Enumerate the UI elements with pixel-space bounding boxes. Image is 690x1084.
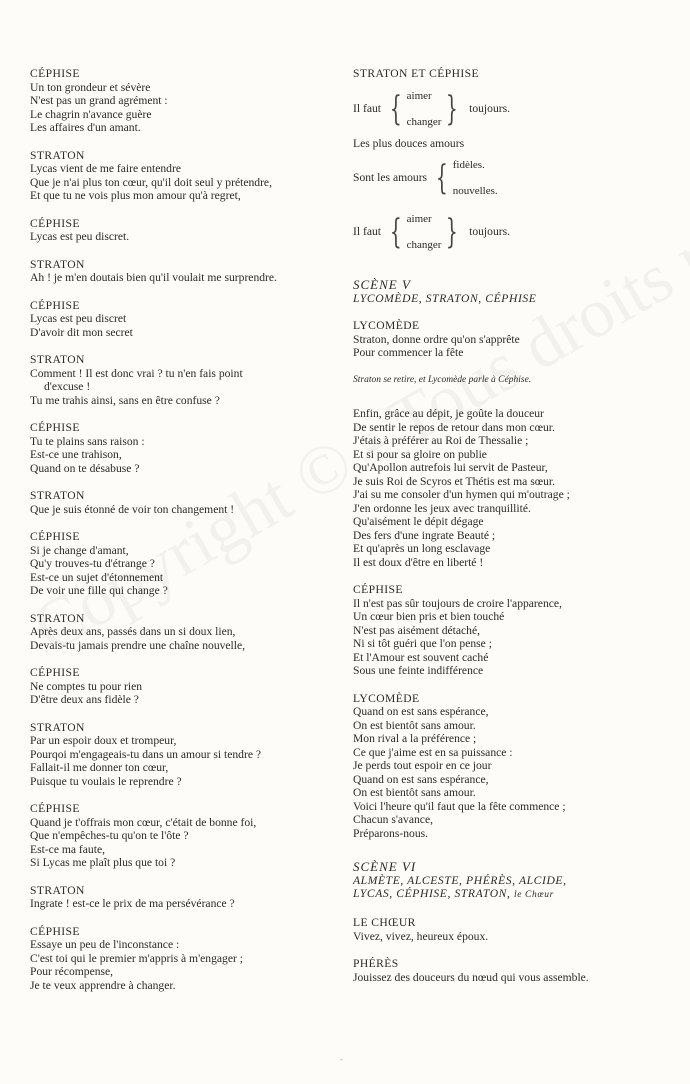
verse-line: Quand on est sans espérance, — [353, 772, 489, 786]
speaker-name: STRATON — [30, 611, 85, 625]
speaker-name: LYCOMÈDE — [353, 691, 420, 705]
right-column — [353, 67, 683, 998]
verse-line: Un cœur bien pris et bien touché — [353, 610, 505, 623]
verse-line: Quand je t'offrais mon cœur, c'était de bonne foi, — [30, 815, 257, 829]
brace-option: aimer — [406, 89, 432, 102]
speech-block — [30, 884, 342, 911]
brace-tail: toujours. — [469, 225, 511, 239]
scene-cast: LYCOMÈDE, STRATON, CÉPHISE — [353, 292, 537, 305]
verse-line: Vivez, vivez, heureux époux. — [353, 929, 489, 943]
verse-line: Sous une feinte indifférence — [353, 664, 484, 677]
verse-line: Lycas est peu discret. — [30, 230, 130, 243]
verse-line: Préparons-nous. — [353, 826, 429, 840]
speech-block — [30, 925, 342, 993]
verse-line: Si Lycas me plaît plus que toi ? — [30, 856, 176, 869]
verse-line: Ah ! je m'en doutais bien qu'il voulait me surprendre. — [30, 271, 277, 284]
verse-line: Par un espoir doux et trompeur, — [30, 734, 177, 747]
speech-block — [30, 612, 342, 653]
speaker-name: LYCOMÈDE — [353, 319, 420, 332]
brace-group — [353, 83, 683, 135]
speaker-name: STRATON — [30, 257, 85, 271]
brace-lead: Il faut — [353, 225, 382, 239]
scene-title: SCÈNE VI — [353, 859, 417, 874]
speech-block — [30, 353, 342, 407]
speech-block — [30, 217, 342, 244]
verse-line: Et que tu ne vois plus mon amour qu'à regret, — [30, 189, 241, 202]
brace-tail: toujours. — [469, 101, 511, 115]
speaker-name: CÉPHISE — [30, 421, 80, 434]
speaker-name: CÉPHISE — [353, 583, 403, 596]
verse-line: Lycas est peu discret — [30, 312, 127, 325]
speech-block — [30, 258, 342, 285]
verse-line: Enfin, grâce au dépit, je goûte la douceur — [353, 407, 544, 420]
verse-line: Il est doux d'être en liberté ! — [353, 555, 484, 569]
verse-line: Je te veux apprendre à changer. — [30, 978, 176, 992]
speaker-name: LE CHŒUR — [353, 916, 416, 929]
verse-line: Fallait-il me donner ton cœur, — [30, 761, 169, 774]
speech-block — [353, 692, 683, 841]
scene-cast-names: LYCAS, CÉPHISE, STRATON, — [353, 887, 511, 900]
verse-line: Qu'y trouves-tu d'étrange ? — [30, 557, 155, 570]
verse-line: De voir une fille qui change ? — [30, 584, 168, 597]
verse-line: Qu'Apollon autrefois lui servit de Pasteur, — [353, 461, 548, 474]
right-brace-icon: } — [446, 212, 459, 252]
verse-line: Chacun s'avance, — [353, 813, 433, 826]
speech-block — [353, 583, 683, 678]
verse-line: Devais-tu jamais prendre une chaîne nouvelle, — [30, 638, 246, 652]
verse-line: J'en ordonne les jeux avec tranquillité. — [353, 501, 531, 515]
left-brace-icon: { — [389, 212, 402, 252]
verse-line: D'être deux ans fidèle ? — [30, 693, 139, 706]
brace-options — [407, 206, 442, 258]
speaker-name: STRATON — [30, 353, 85, 366]
speaker-name: STRATON — [30, 489, 85, 502]
speaker-name: CÉPHISE — [30, 67, 80, 80]
verse-line: Pourqoi m'engageais-tu dans un amour si tendre ? — [30, 747, 262, 761]
left-column — [30, 67, 342, 1006]
verse-line: Quand on est sans espérance, — [353, 705, 489, 718]
verse-line: Ce que j'aime est en sa puissance : — [353, 745, 513, 759]
verse-line: Des fers d'une ingrate Beauté ; — [353, 528, 496, 542]
verse-line: Puisque tu voulais le reprendre ? — [30, 774, 182, 788]
brace-options — [407, 83, 442, 135]
speech-block — [353, 957, 683, 984]
verse-line: Jouissez des douceurs du nœud qui vous assemble. — [353, 970, 589, 984]
speaker-name: PHÉRÈS — [353, 957, 399, 970]
verse-line: On est bientôt sans amour. — [353, 786, 476, 799]
speech-block — [30, 489, 342, 516]
speaker-name: STRATON — [30, 883, 85, 897]
speaker-name: STRATON — [30, 148, 85, 162]
speech-block — [30, 149, 342, 203]
brace-option: changer — [406, 115, 442, 128]
verse-line: Ne comptes tu pour rien — [30, 679, 143, 693]
left-brace-icon: { — [389, 88, 402, 129]
verse-line: Les plus douces amours — [353, 136, 465, 150]
verse-line: J'ai su me consoler d'un hymen qui m'outrage ; — [353, 488, 570, 501]
speech-block — [30, 421, 342, 475]
verse-line: D'avoir dit mon secret — [30, 325, 133, 339]
speech-block — [30, 67, 342, 135]
speech-block — [353, 319, 683, 360]
speaker-name: CÉPHISE — [30, 666, 80, 679]
right-brace-icon: } — [446, 88, 459, 129]
scene-heading — [353, 278, 683, 305]
brace-group — [353, 206, 683, 258]
brace-option: changer — [406, 239, 442, 251]
verse-line: Straton, donne ordre qu'on s'apprête — [353, 332, 520, 346]
speaker-name: CÉPHISE — [30, 530, 80, 543]
verse-line: Que je n'ai plus ton cœur, qu'il doit seul y prétendre, — [30, 175, 272, 189]
scene-title: SCÈNE V — [353, 277, 411, 292]
verse-line: Est-ce ma faute, — [30, 842, 105, 856]
brace-option: fidèles. — [452, 159, 485, 171]
verse-line: Voici l'heure qu'il faut que la fête commence ; — [353, 799, 566, 813]
verse-line: Est-ce un sujet d'étonnement — [30, 570, 164, 584]
verse-line: d'excuse ! — [44, 380, 91, 393]
verse-line: Quand on te désabuse ? — [30, 461, 140, 475]
brace-lead: Il faut — [353, 101, 382, 115]
brace-lead: Sont les amours — [353, 171, 428, 185]
verse-line: Pour commencer la fête — [353, 346, 464, 359]
verse-line: Que n'empêches-tu qu'on te l'ôte ? — [30, 829, 189, 842]
speaker-name: STRATON — [30, 720, 85, 734]
verse-line: Que je suis étonné de voir ton changement ! — [30, 502, 235, 516]
speech-block — [30, 802, 342, 870]
verse-line: Un ton grondeur et sévère — [30, 80, 151, 94]
speaker-name: CÉPHISE — [30, 924, 80, 938]
verse-line: Je suis Roi de Scyros et Thétis est ma sœur. — [353, 474, 556, 488]
verse-line: N'est pas un grand agrément : — [30, 94, 168, 107]
verse-line: C'est toi qui le premier m'appris à m'engager ; — [30, 951, 243, 965]
scene-cast — [353, 887, 683, 902]
verse-line: Et si pour sa gloire on publie — [353, 447, 487, 461]
verse-line: On est bientôt sans amour. — [353, 718, 476, 732]
verse-line: Le chagrin n'avance guère — [30, 107, 152, 121]
speaker-name: CÉPHISE — [30, 802, 80, 815]
speaker-name: CÉPHISE — [30, 216, 80, 230]
verse-line: Je perds tout espoir en ce jour — [353, 759, 492, 772]
speaker-name: CÉPHISE — [30, 298, 80, 312]
verse-line: Tu te plains sans raison : — [30, 434, 145, 448]
verse-line: Pour récompense, — [30, 965, 114, 978]
verse-line: Après deux ans, passés dans un si doux lien, — [30, 625, 236, 638]
speaker-name: STRATON ET CÉPHISE — [353, 67, 479, 80]
verse-line: Essaye un peu de l'inconstance : — [30, 938, 180, 951]
stage-direction: Straton se retire, et Lycomède parle à Céphise. — [353, 374, 532, 385]
verse-line: Tu me trahis ainsi, sans en être confuse ? — [30, 393, 220, 407]
brace-option: aimer — [406, 213, 432, 225]
verse-line: Mon rival a la préférence ; — [353, 732, 477, 745]
verse-line: Si je change d'amant, — [30, 543, 129, 557]
duet-speech — [353, 67, 683, 258]
brace-group — [353, 152, 683, 204]
speech-block — [353, 916, 683, 943]
speech-block — [30, 299, 342, 340]
verse-line: Et l'Amour est souvent caché — [353, 650, 489, 664]
speech-block — [30, 530, 342, 598]
verse-line: Ni si tôt guéri que l'on pense ; — [353, 637, 492, 650]
left-brace-icon: { — [435, 158, 448, 198]
verse-line: De sentir le repos de retour dans mon cœur. — [353, 420, 555, 434]
verse-line: Qu'aisément le dépit dégage — [353, 515, 484, 528]
brace-option: nouvelles. — [452, 185, 498, 197]
verse-line: Et qu'après un long esclavage — [353, 542, 491, 555]
brace-options — [453, 152, 498, 204]
page-mark: - — [340, 1055, 343, 1064]
verse-line: Est-ce une trahison, — [30, 448, 122, 461]
speech-block — [30, 721, 342, 789]
verse-line: Il n'est pas sûr toujours de croire l'apparence, — [353, 596, 562, 610]
scene-heading — [353, 860, 683, 902]
speech-block — [30, 666, 342, 707]
verse-line: Lycas vient de me faire entendre — [30, 162, 181, 175]
verse-line: Les affaires d'un amant. — [30, 121, 141, 134]
verse-line: Comment ! Il est donc vrai ? tu n'en fais point — [30, 366, 243, 380]
scene-cast: ALMÈTE, ALCESTE, PHÉRÈS, ALCIDE, — [353, 874, 567, 887]
verse-line: Ingrate ! est-ce le prix de ma persévérance ? — [30, 897, 235, 910]
speech-block — [353, 407, 683, 569]
verse-line: J'étais à préférer au Roi de Thessalie ; — [353, 434, 529, 447]
verse-line: N'est pas aisément détaché, — [353, 623, 480, 637]
scene-cast-chorus: le Chœur — [514, 890, 554, 900]
